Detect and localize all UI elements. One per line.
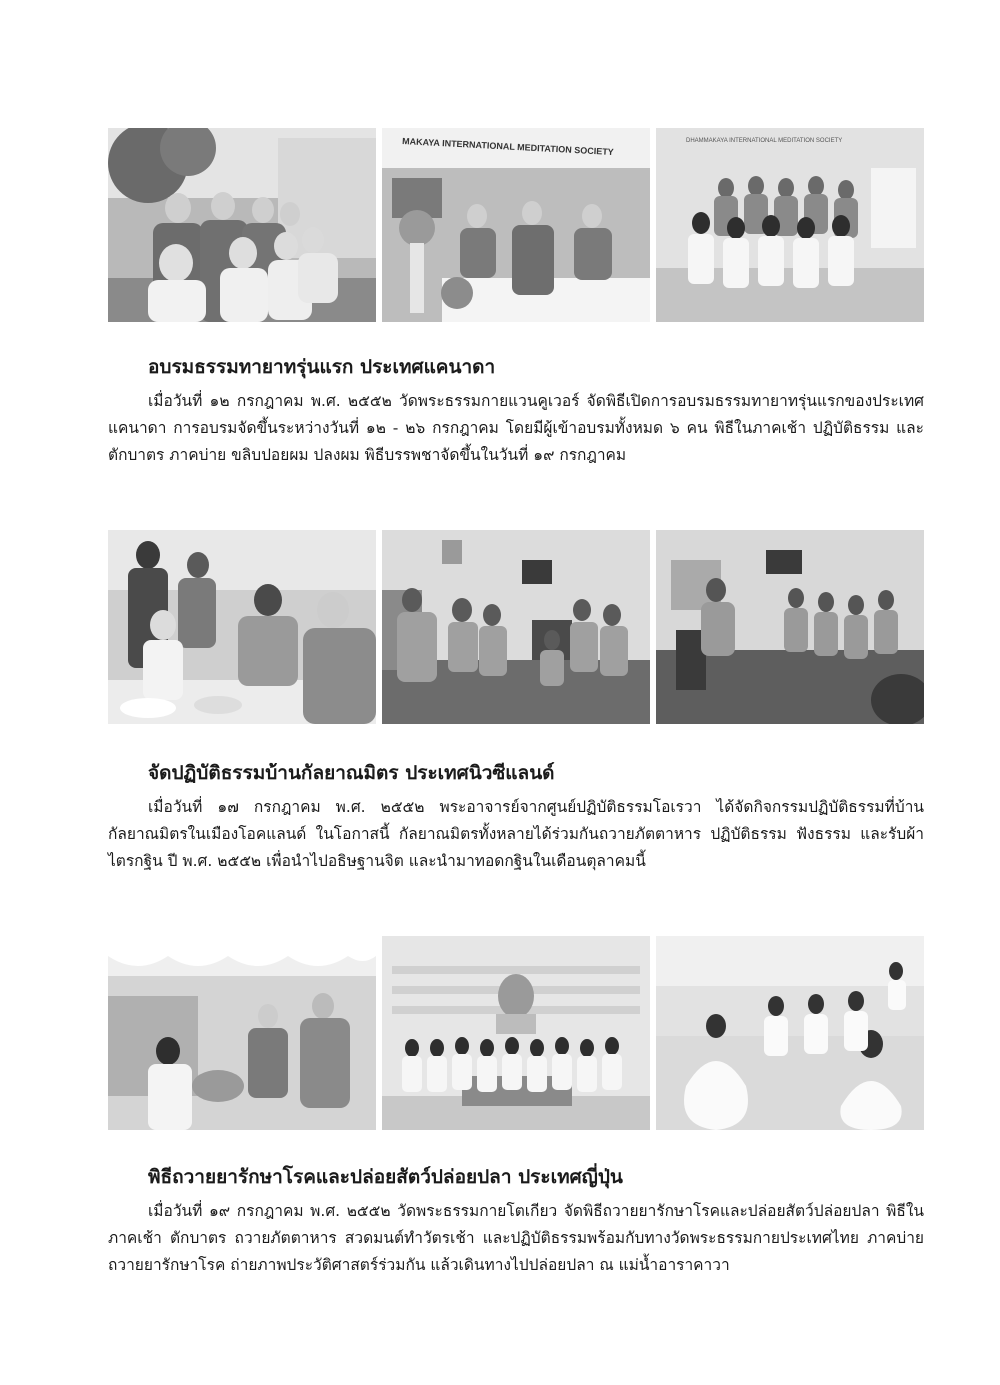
section-title-new-zealand: จัดปฏิบัติธรรมบ้านกัลยาณมิตร ประเทศนิวซีแลนด์ — [148, 762, 555, 784]
photo-row-new-zealand — [108, 530, 924, 724]
section-body-japan — [108, 1198, 924, 1279]
section-body-text: เมื่อวันที่ ๑๙ กรกฎาคม พ.ศ. ๒๕๕๒ วัดพระธรรมกายโตเกียว จัดพิธีถวายยารักษาโรคและปล่อยสัตว์ปล่อยปลา พิธีในภาคเช้า ตักบาตร ถวายภัตตาหาร สวดมนต์ทำวัตรเช้า และปฏิบัติธรรมพร้อมกับทางวัดพระธรรมกายประเทศไทย ภาคบ่าย ถวายยารักษาโรค ถ่ายภาพประวัติศาสตร์ร่วมกัน แล้วเดินทางไปปล่อยปลา ณ แม่น้ำอาราคาวา — [108, 1202, 924, 1274]
section-body-canada — [108, 388, 924, 469]
photo-monks-altar — [382, 128, 650, 322]
photo-living-room-group — [382, 530, 650, 724]
photo-meditation-white — [656, 936, 924, 1130]
sign-text: MAKAYA INTERNATIONAL MEDITATION SOCIETY — [401, 136, 614, 158]
photo-group-buddha — [382, 936, 650, 1130]
section-body-new-zealand — [108, 794, 924, 875]
photo-living-room-practice — [656, 530, 924, 724]
photo-row-japan — [108, 936, 924, 1130]
sign-text: DHAMMAKAYA INTERNATIONAL MEDITATION SOCIETY — [686, 138, 843, 144]
section-body-text: เมื่อวันที่ ๑๒ กรกฎาคม พ.ศ. ๒๕๕๒ วัดพระธรรมกายแวนคูเวอร์ จัดพิธีเปิดการอบรมธรรมทายาทรุ่นแรกของประเทศแคนาดา การอบรมจัดขึ้นระหว่างวันที่ ๑๒ - ๒๖ กรกฎาคม โดยมีผู้เข้าอบรมทั้งหมด ๖ คน พิธีในภาคเช้า ปฏิบัติธรรม และตักบาตร ภาคบ่าย ขลิบปอยผม ปลงผม พิธีบรรพชาจัดขึ้นในวันที่ ๑๙ กรกฎาคม — [108, 392, 924, 464]
section-title-japan: พิธีถวายยารักษาโรคและปล่อยสัตว์ปล่อยปลา ประเทศญี่ปุ่น — [148, 1166, 623, 1188]
photo-food-offering — [108, 530, 376, 724]
photo-row-canada — [108, 128, 924, 322]
photo-medicine-offering — [108, 936, 376, 1130]
section-body-text: เมื่อวันที่ ๑๗ กรกฎาคม พ.ศ. ๒๕๕๒ พระอาจารย์จากศูนย์ปฏิบัติธรรมโอเรวา ได้จัดกิจกรรมปฏิบัติธรรมที่บ้านกัลยาณมิตรในเมืองโอคแลนด์ ในโอกาสนี้ กัลยาณมิตรทั้งหลายได้ร่วมกันถวายภัตตาหาร ปฏิบัติธรรม ฟังธรรม และรับผ้าไตรกฐิน ปี พ.ศ. ๒๕๕๒ เพื่อนำไปอธิษฐานจิต และนำมาทอดกฐินในเดือนตุลาคมนี้ — [108, 798, 924, 870]
photo-group-hall — [656, 128, 924, 322]
photo-ordination-outdoor — [108, 128, 376, 322]
section-title-canada: อบรมธรรมทายาทรุ่นแรก ประเทศแคนาดา — [148, 356, 496, 378]
